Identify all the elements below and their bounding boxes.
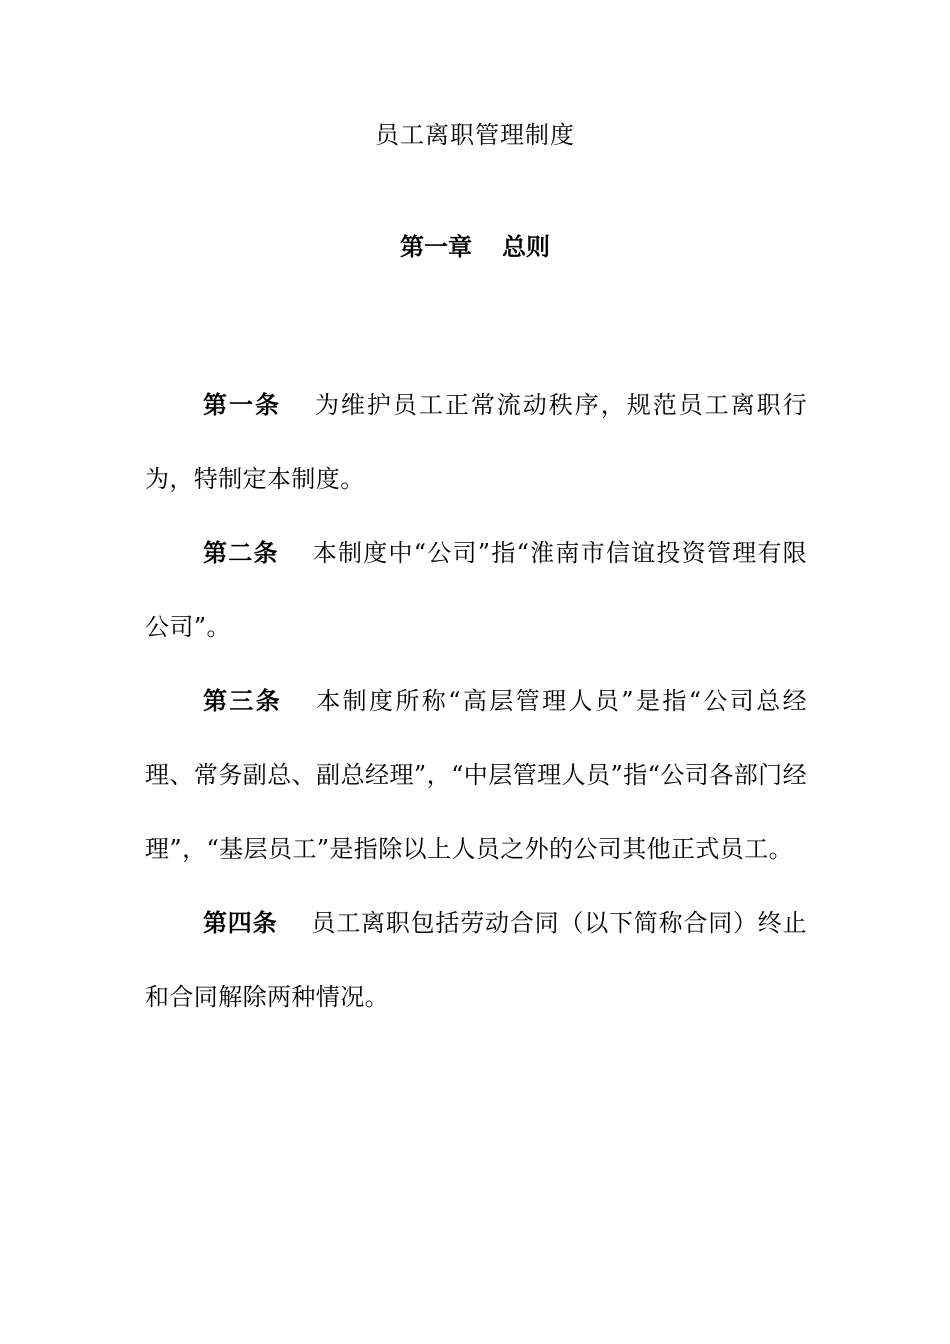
article-text: 为维护员工正常流动秩序，规范员工离职行为，特制定本制度。 [145, 391, 807, 493]
chapter-body [145, 368, 807, 1034]
article-number: 第一条 [203, 391, 281, 419]
article-2 [145, 516, 807, 664]
article-3 [145, 664, 807, 886]
article-text: 本制度中“公司”指“淮南市信谊投资管理有限公司”。 [145, 539, 807, 641]
chapter-heading [0, 230, 950, 264]
article-text: 员工离职包括劳动合同（以下简称合同）终止和合同解除两种情况。 [145, 909, 808, 1011]
chapter-name: 总则 [502, 233, 550, 261]
article-number: 第四条 [203, 909, 278, 937]
article-4 [145, 886, 807, 1034]
chapter-number: 第一章 [400, 233, 472, 261]
document-title: 员工离职管理制度 [375, 121, 575, 149]
article-number: 第三条 [203, 687, 283, 715]
article-1 [145, 368, 807, 516]
article-text: 本制度所称“高层管理人员”是指“公司总经理、常务副总、副总经理”，“中层管理人员”指“公司各部门经理”，“基层员工”是指除以上人员之外的公司其他正式员工。 [145, 687, 807, 863]
article-number: 第二条 [203, 539, 279, 567]
